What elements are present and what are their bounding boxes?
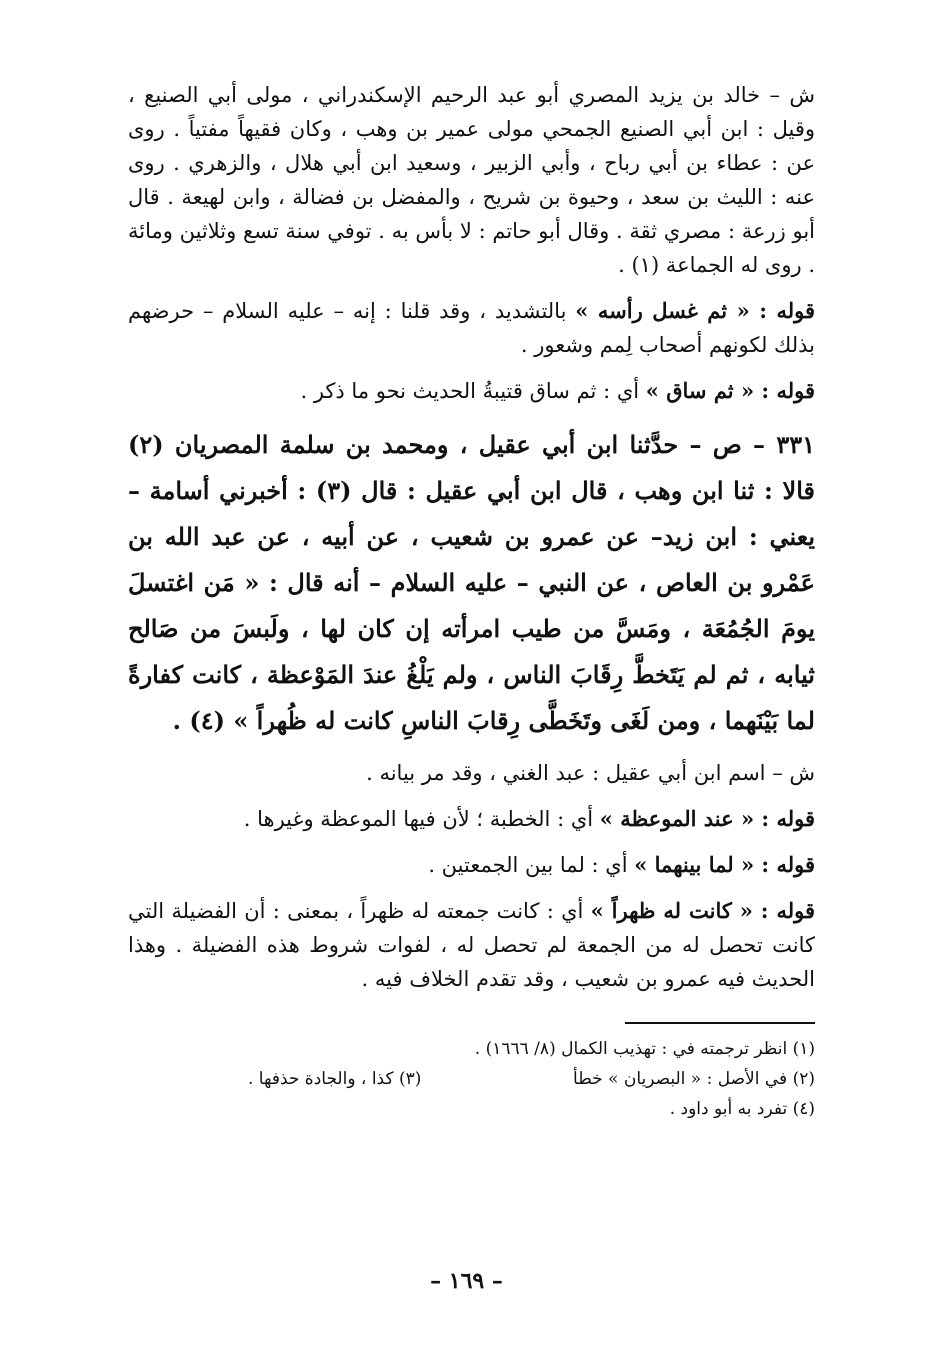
quote-label: قوله : « عند الموعظة » [599, 806, 815, 831]
commentary-text: أي : ثم ساق قتيبةُ الحديث نحو ما ذكر . [300, 379, 646, 403]
commentary-text: أي : لما بين الجمعتين . [428, 853, 635, 877]
commentary-narrator-bio: ش – خالد بن يزيد المصري أبو عبد الرحيم الإسكندراني ، مولى أبي الصنيع ، وقيل : ابن أبي الصنيع الجمحي مولى عمير بن وهب ، وكان فقيهاً مفتياً . روى عن : عطاء بن أبي رباح ، وأبي الزبير ، وسعيد ابن أبي هلال ، والزهري . روى عنه : الليث بن سعد ، وحيوة بن شريح ، والمفضل بن فضالة ، وابن لهيعة . قال أبو زرعة : مصري ثقة . وقال أبو حاتم : لا بأس به . توفي سنة تسع وثلاثين ومائة . روى له الجماعة (١) . [128, 83, 815, 277]
commentary-text: بالتشديد ، وقد قلنا : إنه – عليه السلام – حرضهم بذلك لكونهم أصحاب لِمم وشعور . [128, 299, 815, 357]
quote-label: قوله : « ثم ساق » [645, 378, 815, 403]
hadith-text: ٣٣١ – ص – حدَّثنا ابن أبي عقيل ، ومحمد بن سلمة المصريان (٢) قالا : ثنا ابن وهب ، قال ابن أبي عقيل : قال (٣) : أخبرني أسامة – يعني : ابن زيد– عن عمرو بن شعيب ، عن أبيه ، عن عبد الله بن عَمْرو بن العاص ، عن النبي – عليه السلام – أنه قال : « مَن اغتسلَ يومَ الجُمُعَة ، ومَسَّ من طيب امرأته إن كان لها ، ولَبسَ من صَالح ثيابه ، ثم لم يَتَخطَّ رِقَابَ الناس ، ولم يَلْغُ عندَ المَوْعظة ، كانت كفارةً لما بَيْنَهما ، ومن لَغَى وتَخَطَّى رِقابَ الناسِ كانت له ظُهراً » (٤) . [128, 430, 816, 735]
commentary-paragraph [128, 848, 815, 882]
quote-label: قوله : « ثم غسل رأسه » [575, 298, 815, 323]
commentary-paragraph [128, 294, 815, 362]
footnote-4: (٤) تفرد به أبو داود . [669, 1099, 815, 1119]
footnote-2: (٢) في الأصل : « البصريان » خطأ [573, 1069, 815, 1089]
footnote-row [128, 1064, 815, 1094]
commentary-paragraph [128, 894, 815, 996]
page-number: – ١٦٩ – [430, 1268, 503, 1294]
commentary-text: أي : الخطبة ؛ لأن فيها الموعظة وغيرها . [243, 807, 600, 831]
footnote-divider [625, 1022, 815, 1024]
commentary-text: أي : كانت جمعته له ظهراً ، بمعنى : أن الفضيلة التي كانت تحصل له من الجمعة لم تحصل له ، لفوات شروط هذه الفضيلة . وهذا الحديث فيه عمرو بن شعيب ، وقد تقدم الخلاف فيه . [128, 899, 815, 991]
footnote-3: (٣) كذا ، والجادة حذفها . [248, 1069, 422, 1089]
quote-label: قوله : « لما بينهما » [634, 852, 815, 877]
quote-label: قوله : « كانت له ظهراً » [590, 898, 816, 923]
commentary-paragraph: ش – اسم ابن أبي عقيل : عبد الغني ، وقد مر بيانه . [366, 761, 815, 785]
footnote-1: (١) انظر ترجمته في : تهذيب الكمال (٨/ ١٦٦٦) . [474, 1039, 815, 1059]
commentary-paragraph [128, 802, 815, 836]
commentary-paragraph [128, 374, 815, 408]
